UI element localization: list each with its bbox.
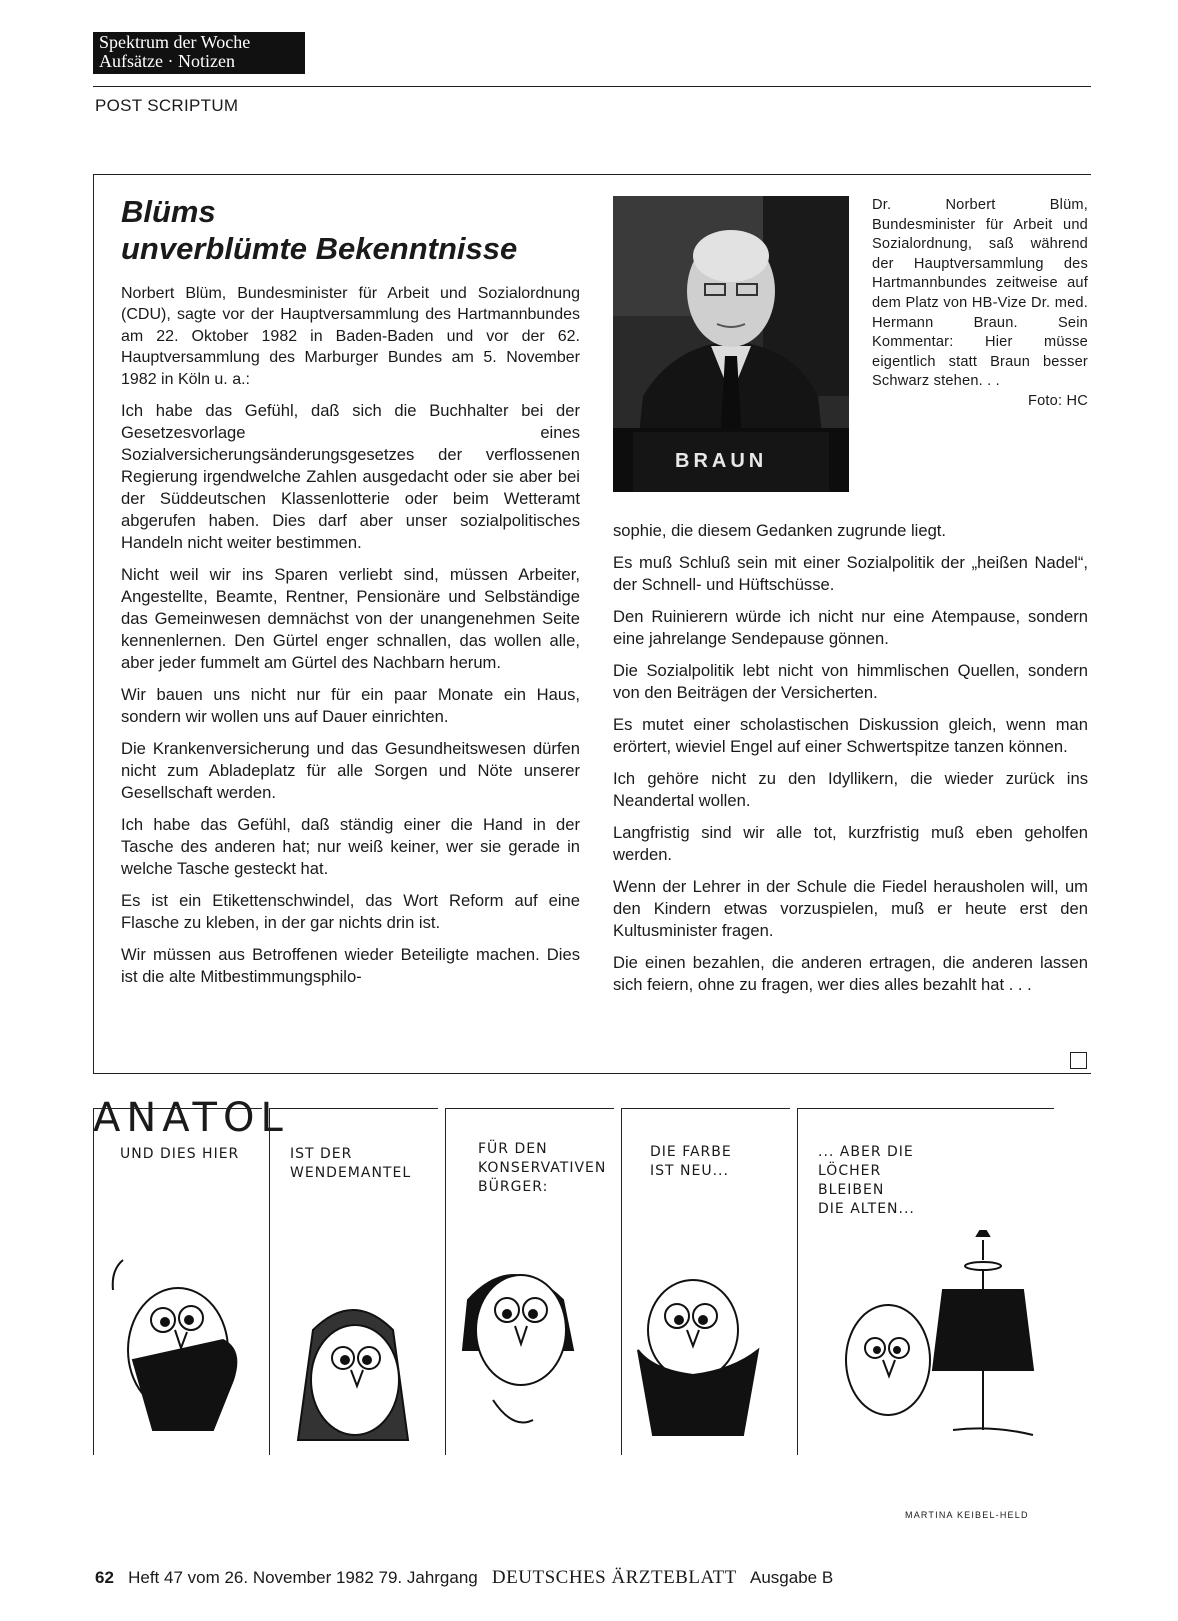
- panel-text-line: IST NEU...: [650, 1163, 729, 1179]
- paragraph: Ich habe das Gefühl, daß sich die Buchhalter bei der Gesetzesvorlage eines Sozialversicherungsänderungsgesetzes der verflossenen Regierung irgendwelche Zahlen ausgedacht oder sie aber bei der Süddeutschen Klassenlotterie oder beim Wetteramt abgerufen haben. Dies darf aber unser sozialpolitisches Handeln nicht weiter bestimmen.: [121, 401, 580, 552]
- photo-caption: [872, 196, 1088, 412]
- article-frame-top: [93, 174, 1091, 175]
- panel-text-line: BLEIBEN: [818, 1182, 885, 1198]
- article-frame-left: [93, 174, 94, 1074]
- paragraph: sophie, die diesem Gedanken zugrunde liegt.: [613, 521, 947, 540]
- section-tag-line1: Spektrum der Woche: [99, 32, 251, 52]
- magazine-name: DEUTSCHES ÄRZTEBLATT: [491, 1567, 737, 1588]
- end-mark-icon: [1070, 1052, 1087, 1069]
- paragraph: Ich gehöre nicht zu den Idyllikern, die wieder zurück ins Neandertal wollen.: [613, 769, 1088, 810]
- paragraph: Die Krankenversicherung und das Gesundheitswesen dürfen nicht zum Abladeplatz für alle Sorgen und Nöte unserer Gesellschaft werden.: [121, 739, 580, 802]
- cartoon-drawings: [93, 1230, 1053, 1455]
- paragraph: Es ist ein Etikettenschwindel, das Wort Reform auf eine Flasche zu kleben, in der gar nichts drin ist.: [121, 891, 580, 932]
- owl-drawing-2: [298, 1310, 408, 1440]
- paragraph: Es mutet einer scholastischen Diskussion gleich, wenn man erörtert, wieviel Engel auf einer Schwertspitze tanzen können.: [613, 715, 1088, 756]
- panel-5-text: [818, 1143, 915, 1219]
- photo-sign-label: BRAUN: [675, 450, 768, 472]
- cartoon-artist-signature: MARTINA KEIBEL-HELD: [905, 1510, 1029, 1520]
- headline-line1: Blüms: [121, 194, 216, 229]
- paragraph: Die Sozialpolitik lebt nicht von himmlischen Quellen, sondern von den Beiträgen der Versicherten.: [613, 661, 1088, 702]
- header-rule: [93, 86, 1091, 87]
- panel-text-line: KONSERVATIVEN: [478, 1160, 607, 1176]
- paragraph: Den Ruinierern würde ich nicht nur eine Atempause, sondern eine jahrelange Sendepause gönnen.: [613, 607, 1088, 648]
- owl-drawing-3: [463, 1275, 573, 1423]
- panel-4-text: [650, 1143, 732, 1181]
- section-title: POST SCRIPTUM: [95, 96, 239, 115]
- panel-text-line: WENDEMANTEL: [290, 1165, 412, 1181]
- panel-text-line: FÜR DEN: [478, 1141, 548, 1157]
- owl-drawing-5: [846, 1230, 1033, 1435]
- panel-3-text: [478, 1140, 606, 1197]
- panel-1-text: [120, 1145, 239, 1164]
- panel-2-text: [290, 1145, 411, 1183]
- article-column-left: [121, 400, 580, 998]
- page-number: 62: [95, 1568, 114, 1587]
- article-intro: Norbert Blüm, Bundesminister für Arbeit und Sozialordnung (CDU), sagte vor der Hauptversammlung des Hartmannbundes am 22. Oktober 1982 in Baden-Baden und vor der 62. Hauptversammlung des Marburger Bundes am 5. November 1982 in Köln u. a.:: [121, 285, 580, 388]
- portrait-photo: [613, 196, 849, 492]
- paragraph: Langfristig sind wir alle tot, kurzfristig muß eben geholfen werden.: [613, 823, 1088, 864]
- page-footer: [95, 1567, 833, 1589]
- headline-line2: unverblümte Bekenntnisse: [121, 231, 518, 266]
- panel-text-line: UND DIES HIER: [120, 1146, 240, 1162]
- paragraph: Die einen bezahlen, die anderen ertragen, die anderen lassen sich feiern, ohne zu fragen, wer dies alles bezahlt hat . . .: [613, 953, 1088, 994]
- cartoon-title-text: ANATOL: [93, 1095, 289, 1141]
- article-frame-bottom: [93, 1073, 1091, 1074]
- owl-drawing-4: [638, 1280, 758, 1435]
- issue-info: Heft 47 vom 26. November 1982 79. Jahrgang: [128, 1568, 478, 1587]
- section-tag-line2: Aufsätze · Notizen: [99, 51, 235, 71]
- paragraph: Wir bauen uns nicht nur für ein paar Monate ein Haus, sondern wir wollen uns auf Dauer einrichten.: [121, 685, 580, 726]
- panel-text-line: DIE ALTEN...: [818, 1201, 915, 1217]
- panel-text-line: IST DER: [290, 1146, 353, 1162]
- article-column-right: [613, 520, 1088, 1006]
- article-headline: [121, 193, 581, 267]
- paragraph: Wenn der Lehrer in der Schule die Fiedel herausholen will, um den Kindern etwas vorzuspielen, muß er heute erst den Kultusminister fragen.: [613, 877, 1088, 940]
- panel-text-line: ... ABER DIE: [818, 1144, 914, 1160]
- owl-drawing-1: [113, 1260, 237, 1430]
- section-tag: [93, 32, 305, 74]
- photo-credit: Foto: HC: [1028, 392, 1088, 409]
- edition-label: Ausgabe B: [750, 1568, 834, 1587]
- paragraph: Nicht weil wir ins Sparen verliebt sind, müssen Arbeiter, Angestellte, Beamte, Rentner, Pensionäre und Selbständige das Gemeinwesen demnächst von der unangenehmen Seite kennenlernen. Den Gürtel enger schnallen, das wollen alle, aber jeder fummelt am Gürtel des Nachbarn herum.: [121, 565, 580, 672]
- panel-text-line: BÜRGER:: [478, 1179, 549, 1195]
- panel-text-line: LÖCHER: [818, 1163, 882, 1179]
- paragraph: Wir müssen aus Betroffenen wieder Beteiligte machen. Dies ist die alte Mitbestimmungsphilo-: [121, 945, 580, 986]
- paragraph: Es muß Schluß sein mit einer Sozialpolitik der „heißen Nadel“, der Schnell- und Hüftschüsse.: [613, 553, 1088, 594]
- photo-caption-text: Dr. Norbert Blüm, Bundesminister für Arbeit und Sozialordnung, saß während der Hauptversammlung des Hartmannbundes zeitweise auf dem Platz von HB-Vize Dr. med. Hermann Braun. Sein Kommentar: Hier müsse eigentlich statt Braun besser Schwarz stehen. . .: [872, 197, 1088, 390]
- portrait-photo-graphic: [613, 196, 849, 492]
- panel-text-line: DIE FARBE: [650, 1144, 732, 1160]
- paragraph: Ich habe das Gefühl, daß ständig einer die Hand in der Tasche des anderen hat; nur weiß keiner, wer sie gerade in welche Tasche gesteckt hat.: [121, 815, 580, 878]
